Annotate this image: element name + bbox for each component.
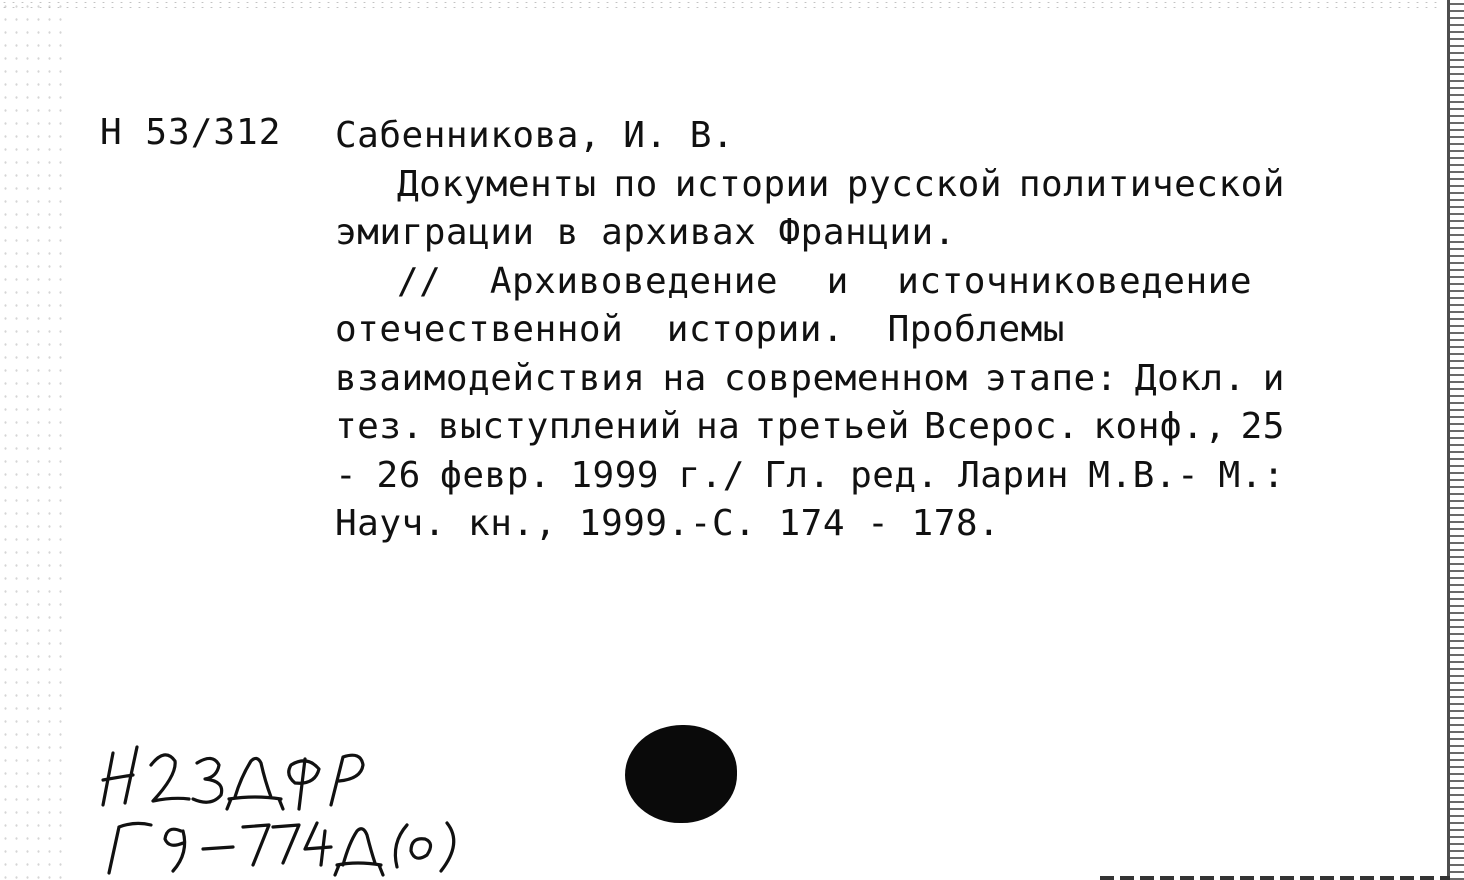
word: и [826,260,849,302]
word: Архивоведение [489,260,779,302]
word: современном [723,357,968,399]
word: М.В.- [1088,454,1200,496]
word: истории. [666,309,845,350]
source-line-1 [335,258,1252,307]
scan-noise-top [0,0,1440,10]
word: тез. [335,406,424,447]
word: источниковедение [897,260,1252,302]
word: февр. [440,454,552,496]
word: Гл. [764,454,831,496]
word: Всерос. [923,406,1080,447]
word: // [397,260,442,302]
word: М.: [1218,454,1285,496]
word: - [335,454,358,496]
handwritten-note [85,735,505,880]
word: русской [846,163,1002,205]
word: г./ [678,454,745,496]
handwriting-drawing [85,735,505,880]
word: на [662,357,707,399]
card-edge-right [1447,0,1464,880]
word: ред. [850,454,939,496]
bibliographic-entry [335,112,1285,549]
word: взаимодействия [335,357,646,399]
title-line-2: эмиграции в архивах Франции. [335,212,956,253]
punch-hole [625,725,737,823]
source-line-6: Науч. кн., 1999.-С. 174 - 178. [335,503,1001,544]
word: 1999 [570,454,660,496]
word: по [613,163,658,205]
word: третьей [754,406,910,447]
scan-noise-left [0,0,70,880]
source-line-4 [335,403,1285,452]
word: Ларин [958,454,1069,496]
word: Докл. [1134,357,1246,399]
source-line-5 [335,452,1285,501]
word: на [696,406,741,447]
word: конф., [1093,406,1227,447]
author-line: Сабенникова, И. В. [335,115,735,156]
word: и [1262,357,1285,399]
word: истории [674,163,830,205]
word: 25 [1240,406,1285,447]
card-edge-bottom [1100,876,1450,880]
source-line-2 [335,306,1065,355]
word: Документы [397,163,597,205]
word: 26 [376,454,421,496]
word: этапе: [984,357,1118,399]
word: политической [1018,163,1285,205]
word: отечественной [335,309,624,350]
word: выступлений [437,406,682,447]
shelfmark: Н 53/312 [100,112,282,153]
word: Проблемы [887,309,1065,350]
title-line-1 [335,161,1285,210]
source-line-3 [335,355,1285,404]
